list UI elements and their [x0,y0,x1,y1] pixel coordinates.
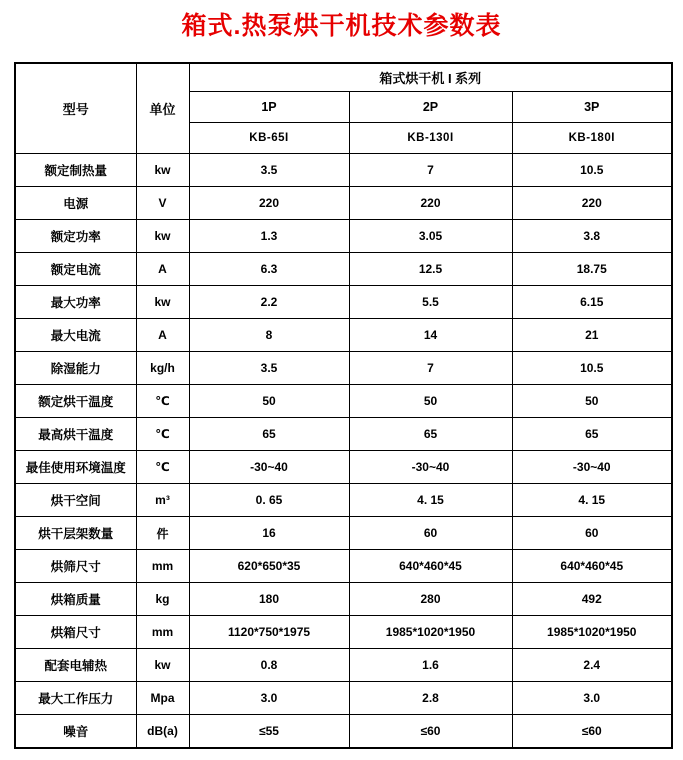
cell-value: 50 [349,385,512,418]
cell-value: -30~40 [189,451,349,484]
cell-value: 6.3 [189,253,349,286]
row-unit: A [136,319,189,352]
row-label: 烘筛尺寸 [15,550,136,583]
cell-value: 8 [189,319,349,352]
cell-value: 220 [189,187,349,220]
cell-value: 180 [189,583,349,616]
cell-value: 50 [512,385,672,418]
row-label: 额定烘干温度 [15,385,136,418]
model-number-header: KB-180I [512,123,672,154]
row-unit: ℃ [136,385,189,418]
row-label: 额定电流 [15,253,136,286]
row-label: 最佳使用环境温度 [15,451,136,484]
row-unit: kw [136,286,189,319]
cell-value: 620*650*35 [189,550,349,583]
row-unit: kw [136,154,189,187]
model-number-header: KB-130I [349,123,512,154]
row-unit: dB(a) [136,715,189,749]
row-label: 除湿能力 [15,352,136,385]
cell-value: 280 [349,583,512,616]
cell-value: 65 [512,418,672,451]
row-label: 最高烘干温度 [15,418,136,451]
table-row [15,715,672,749]
row-unit: kw [136,649,189,682]
table-row [15,682,672,715]
cell-value: 7 [349,352,512,385]
table-row [15,187,672,220]
cell-value: 640*460*45 [512,550,672,583]
cell-value: 5.5 [349,286,512,319]
cell-value: 3.0 [189,682,349,715]
row-unit: 件 [136,517,189,550]
cell-value: -30~40 [349,451,512,484]
table-row [15,616,672,649]
row-unit: A [136,253,189,286]
cell-value: 0. 65 [189,484,349,517]
row-unit: mm [136,616,189,649]
header-row-series [15,63,672,92]
cell-value: 60 [349,517,512,550]
power-class-header: 1P [189,92,349,123]
cell-value: 1.6 [349,649,512,682]
cell-value: 3.5 [189,352,349,385]
cell-value: 220 [512,187,672,220]
row-label: 额定功率 [15,220,136,253]
cell-value: 3.5 [189,154,349,187]
row-label: 烘箱尺寸 [15,616,136,649]
series-header: 箱式烘干机 I 系列 [189,63,672,92]
row-label: 烘箱质量 [15,583,136,616]
table-row [15,583,672,616]
table-row [15,517,672,550]
cell-value: 65 [349,418,512,451]
row-unit: m³ [136,484,189,517]
page-title: 箱式.热泵烘干机技术参数表 [181,12,502,40]
table-row [15,385,672,418]
cell-value: 220 [349,187,512,220]
cell-value: 21 [512,319,672,352]
model-number-header: KB-65I [189,123,349,154]
cell-value: 1120*750*1975 [189,616,349,649]
col-header-unit: 单位 [136,63,189,154]
cell-value: ≤60 [349,715,512,749]
spec-table [14,62,673,749]
cell-value: 3.05 [349,220,512,253]
col-header-model: 型号 [15,63,136,154]
table-row [15,286,672,319]
row-label: 噪音 [15,715,136,749]
cell-value: 0.8 [189,649,349,682]
cell-value: 4. 15 [349,484,512,517]
cell-value: 2.4 [512,649,672,682]
power-class-header: 2P [349,92,512,123]
table-row [15,154,672,187]
row-label: 最大工作压力 [15,682,136,715]
cell-value: 3.0 [512,682,672,715]
table-row [15,319,672,352]
row-unit: kg [136,583,189,616]
cell-value: ≤60 [512,715,672,749]
cell-value: 1985*1020*1950 [512,616,672,649]
cell-value: 7 [349,154,512,187]
cell-value: 12.5 [349,253,512,286]
row-label: 额定制热量 [15,154,136,187]
cell-value: 6.15 [512,286,672,319]
cell-value: 60 [512,517,672,550]
cell-value: -30~40 [512,451,672,484]
row-unit: Mpa [136,682,189,715]
cell-value: 640*460*45 [349,550,512,583]
cell-value: 16 [189,517,349,550]
table-row [15,352,672,385]
row-unit: ℃ [136,418,189,451]
table-row [15,550,672,583]
cell-value: 18.75 [512,253,672,286]
cell-value: 1.3 [189,220,349,253]
cell-value: ≤55 [189,715,349,749]
cell-value: 492 [512,583,672,616]
row-label: 电源 [15,187,136,220]
cell-value: 14 [349,319,512,352]
row-label: 最大电流 [15,319,136,352]
row-unit: mm [136,550,189,583]
table-row [15,253,672,286]
table-row [15,418,672,451]
row-label: 最大功率 [15,286,136,319]
cell-value: 10.5 [512,154,672,187]
power-class-header: 3P [512,92,672,123]
row-unit: kw [136,220,189,253]
cell-value: 3.8 [512,220,672,253]
row-unit: V [136,187,189,220]
row-label: 烘干空间 [15,484,136,517]
table-row [15,220,672,253]
row-label: 配套电辅热 [15,649,136,682]
table-row [15,484,672,517]
cell-value: 2.2 [189,286,349,319]
table-row [15,649,672,682]
row-unit: kg/h [136,352,189,385]
cell-value: 4. 15 [512,484,672,517]
cell-value: 2.8 [349,682,512,715]
row-unit: ℃ [136,451,189,484]
cell-value: 65 [189,418,349,451]
cell-value: 10.5 [512,352,672,385]
row-label: 烘干层架数量 [15,517,136,550]
cell-value: 1985*1020*1950 [349,616,512,649]
cell-value: 50 [189,385,349,418]
table-row [15,451,672,484]
